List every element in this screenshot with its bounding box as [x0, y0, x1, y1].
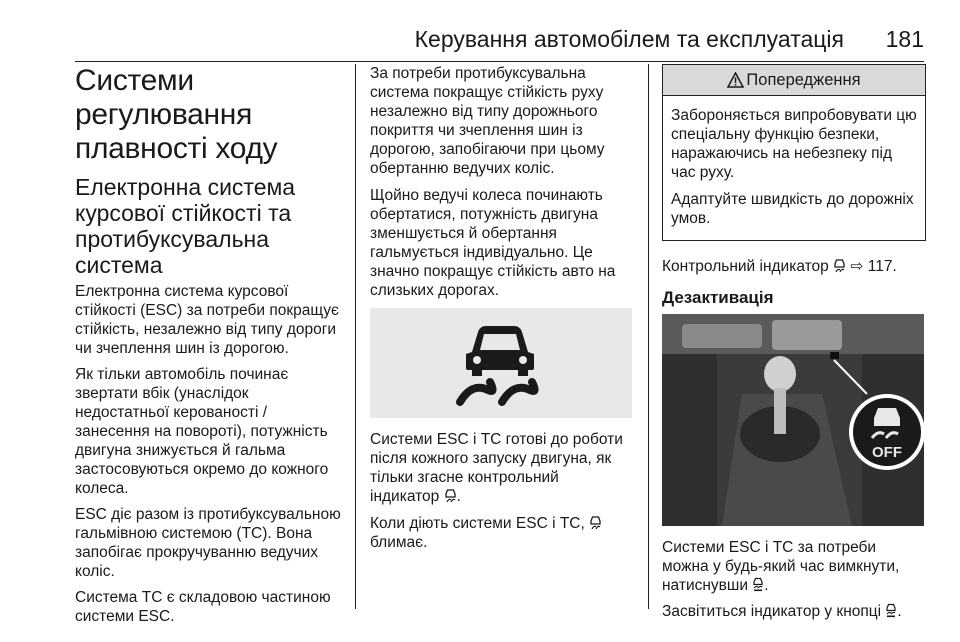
console-illustration — [662, 314, 924, 526]
paragraph: Система TC є складовою частиною системи ESC. — [75, 589, 331, 625]
paragraph: Коли діють системи ESC і TC, блимає. — [370, 514, 632, 552]
paragraph: ESC діє разом із протибуксувальною гальмівною системою (TC). Вона запобігає прокручуванню ведучих коліс. — [75, 506, 341, 580]
esc-indicator-icon — [444, 488, 457, 503]
header-rule — [75, 61, 924, 62]
indicator-reference: Контрольний індикатор ⇨ 117. — [662, 258, 897, 275]
warning-text: Адаптуйте швидкість до дорожніх умов. — [671, 191, 914, 227]
column-2 — [370, 64, 632, 560]
page-reference-arrow-icon: ⇨ — [850, 258, 864, 275]
warning-box — [662, 64, 926, 241]
paragraph: Системи ESC і TC за потреби можна у будь-який час вимкнути, натиснувши . — [662, 539, 900, 594]
paragraph: Системи ESC і TC готові до роботи після кожного запуску двигуна, як тільки згасне контрольний індикатор . — [370, 431, 623, 505]
paragraph: Електронна система курсової стійкості (ESC) за потреби покращує стійкість, незалежно від типу дороги чи зчеплення шин із дорогою. — [75, 283, 339, 357]
section-title: Системи регулювання плавності ходу — [75, 64, 278, 165]
column-divider-1 — [355, 64, 356, 609]
paragraph: Як тільки автомобіль починає звертати вбік (унаслідок недостатньої керованості / занесення на повороті), потужність двигуна знижується й гальма застосовуються окремо до кожного колеса. — [75, 366, 329, 497]
warning-text: Забороняється випробовувати цю спеціальну функцію безпеки, наражаючись на небезпеку під час руху. — [671, 107, 917, 181]
esc-indicator-icon — [833, 258, 846, 273]
esc-skid-car-icon — [450, 320, 550, 406]
header-title: Керування автомобілем та експлуатація — [414, 26, 844, 52]
esc-indicator-figure — [370, 308, 632, 418]
off-button-label: OFF — [872, 444, 902, 461]
warning-body — [663, 96, 925, 240]
subsection-title: Електронна система курсової стійкості та протибуксувальна система — [75, 174, 296, 278]
column-1 — [75, 64, 345, 633]
warning-header: Попередження — [663, 65, 925, 96]
esc-off-button-icon — [885, 603, 897, 618]
paragraph: Щойно ведучі колеса починають обертатися, потужність двигуна зменшується й обертання гальмується індивідуально. Це значно покращує стійкість авто на слизьких дорогах. — [370, 187, 616, 299]
column-3 — [662, 64, 926, 628]
page-number: 181 — [885, 26, 924, 52]
esc-off-button-icon — [752, 577, 764, 592]
column-divider-2 — [648, 64, 649, 609]
page-reference-link[interactable]: 117. — [867, 258, 897, 275]
page-header — [75, 18, 924, 58]
paragraph: Засвітиться індикатор у кнопці . — [662, 603, 902, 620]
dashboard-photo — [662, 314, 924, 526]
esc-indicator-icon — [589, 515, 602, 530]
paragraph: За потреби протибуксувальна система покращує стійкість руху незалежно від типу дорожнього покриття чи зчеплення шин із дорогою, запобігаючи при цьому обертанню ведучих коліс. — [370, 65, 605, 177]
warning-triangle-icon — [727, 72, 744, 88]
deactivation-heading: Дезактивація — [662, 288, 774, 307]
